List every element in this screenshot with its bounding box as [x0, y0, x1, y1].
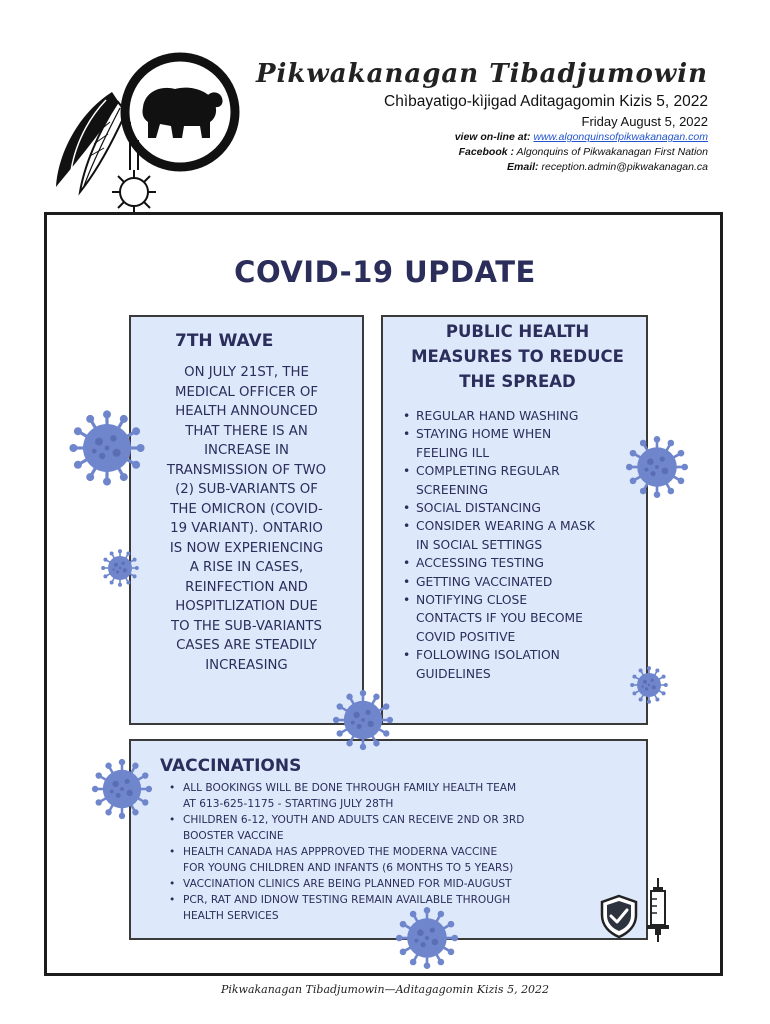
vaccinations-heading: VACCINATIONS — [160, 756, 302, 776]
email-label: Email: — [507, 161, 539, 173]
item-line: SCREENING — [416, 482, 489, 497]
facebook-line — [238, 145, 708, 160]
wave-line: INCREASING — [205, 657, 288, 673]
virus-icon — [390, 905, 464, 971]
list-item — [403, 646, 595, 683]
vaccinations-panel — [129, 739, 648, 940]
item-line: • SOCIAL DISTANCING — [416, 501, 541, 516]
item-line: • VACCINATION CLINICS ARE BEING PLANNED FOR MID-AUGUST — [183, 878, 512, 890]
item-line: IN SOCIAL SETTINGS — [416, 537, 543, 552]
item-line: COVID POSITIVE — [416, 629, 516, 644]
list-item — [403, 573, 595, 591]
public-health-heading — [389, 319, 646, 394]
seventh-wave-panel — [129, 315, 364, 725]
item-line: AT 613-625-1175 - STARTING JULY 28TH — [183, 798, 394, 810]
item-line: GUIDELINES — [416, 666, 491, 681]
email-value: reception.admin@pikwakanagan.ca — [541, 161, 708, 173]
measures-list — [403, 407, 595, 683]
heading-line: PUBLIC HEALTH — [445, 322, 590, 341]
list-item — [403, 462, 595, 499]
virus-icon — [84, 757, 160, 821]
list-item — [403, 407, 595, 425]
public-health-panel — [381, 315, 648, 725]
list-item — [169, 876, 639, 892]
heading-line: THE SPREAD — [459, 372, 576, 391]
page-title: COVID-19 UPDATE — [234, 255, 536, 289]
item-line: • ACCESSING TESTING — [416, 556, 544, 571]
seventh-wave-heading: 7TH WAVE — [175, 331, 274, 351]
facebook-value: Algonquins of Pikwakanagan First Nation — [516, 146, 708, 158]
website-link[interactable]: www.algonquinsofpikwakanagan.com — [533, 131, 708, 143]
list-item — [403, 425, 595, 462]
list-item — [403, 591, 595, 646]
list-item — [403, 499, 595, 517]
facebook-label: Facebook : — [458, 146, 515, 158]
list-item — [169, 780, 639, 812]
item-line: • HEALTH CANADA HAS APPPROVED THE MODERNA VACCINE — [183, 846, 498, 858]
wave-line: THAT THERE IS AN — [185, 423, 308, 439]
wave-line: HEALTH ANNOUNCED — [175, 404, 318, 419]
email-line — [238, 160, 708, 175]
item-line: • REGULAR HAND WASHING — [416, 409, 579, 423]
vaccinations-list — [169, 780, 639, 924]
list-item — [403, 517, 595, 554]
virus-icon — [627, 665, 671, 705]
seventh-wave-body — [135, 363, 358, 675]
online-label: view on-line at: — [454, 131, 531, 143]
wave-line: A RISE IN CASES, — [189, 560, 304, 575]
wave-line: HOSPITLIZATION DUE — [175, 599, 318, 614]
wave-line: MEDICAL OFFICER OF — [175, 384, 318, 400]
item-line: BOOSTER VACCINE — [183, 830, 284, 842]
bear-feather-logo — [50, 52, 240, 217]
online-line — [238, 130, 708, 145]
wave-line: ON JULY 21ST, THE — [184, 365, 309, 380]
newsletter-title: Pikwakanagan Tibadjumowin — [255, 59, 708, 89]
syringe-icon — [645, 878, 671, 942]
wave-line: 19 VARIANT). ONTARIO — [170, 521, 323, 536]
shield-check-icon — [596, 893, 642, 939]
wave-line: TRANSMISSION OF TWO — [166, 462, 327, 478]
virus-icon — [62, 408, 152, 488]
list-item — [169, 812, 639, 844]
wave-line: TO THE SUB-VARIANTS — [171, 618, 322, 634]
list-item — [403, 554, 595, 572]
item-line: • CHILDREN 6-12, YOUTH AND ADULTS CAN RECEIVE 2ND OR 3RD — [183, 814, 525, 826]
item-line: HEALTH SERVICES — [183, 910, 279, 922]
wave-line: THE OMICRON (COVID- — [170, 501, 323, 517]
item-line: • COMPLETING REGULAR — [416, 464, 560, 479]
wave-line: (2) SUB-VARIANTS OF — [175, 482, 318, 497]
item-line: • PCR, RAT AND IDNOW TESTING REMAIN AVAILABLE THROUGH — [183, 894, 511, 906]
item-line: • CONSIDER WEARING A MASK — [416, 519, 595, 534]
wave-line: REINFECTION AND — [185, 579, 308, 595]
virus-icon — [326, 688, 400, 752]
virus-icon — [619, 434, 695, 500]
heading-line: MEASURES TO REDUCE — [411, 347, 624, 366]
newsletter-subtitle: Chìbayatigo-kìjigad Aditagagomin Kizis 5, 2022 — [384, 93, 708, 110]
wave-line: IS NOW EXPERIENCING — [169, 540, 324, 556]
item-line: • ALL BOOKINGS WILL BE DONE THROUGH FAMILY HEALTH TEAM — [183, 782, 517, 794]
virus-icon — [98, 548, 142, 588]
list-item — [169, 844, 639, 876]
issue-date: Friday August 5, 2022 — [581, 114, 708, 129]
item-line: FOR YOUNG CHILDREN AND INFANTS (6 MONTHS TO 5 YEARS) — [183, 862, 514, 874]
item-line: • GETTING VACCINATED — [416, 574, 553, 589]
wave-line: CASES ARE STEADILY — [176, 638, 317, 653]
page-footer: Pikwakanagan Tibadjumowin—Aditagagomin Kizis 5, 2022 — [220, 983, 550, 996]
item-line: • FOLLOWING ISOLATION — [416, 648, 560, 663]
masthead — [238, 58, 708, 175]
item-line: CONTACTS IF YOU BECOME — [416, 611, 583, 626]
wave-line: INCREASE IN — [204, 443, 289, 458]
item-line: • STAYING HOME WHEN — [416, 427, 552, 442]
item-line: FEELING ILL — [416, 445, 490, 460]
item-line: • NOTIFYING CLOSE — [416, 593, 528, 608]
